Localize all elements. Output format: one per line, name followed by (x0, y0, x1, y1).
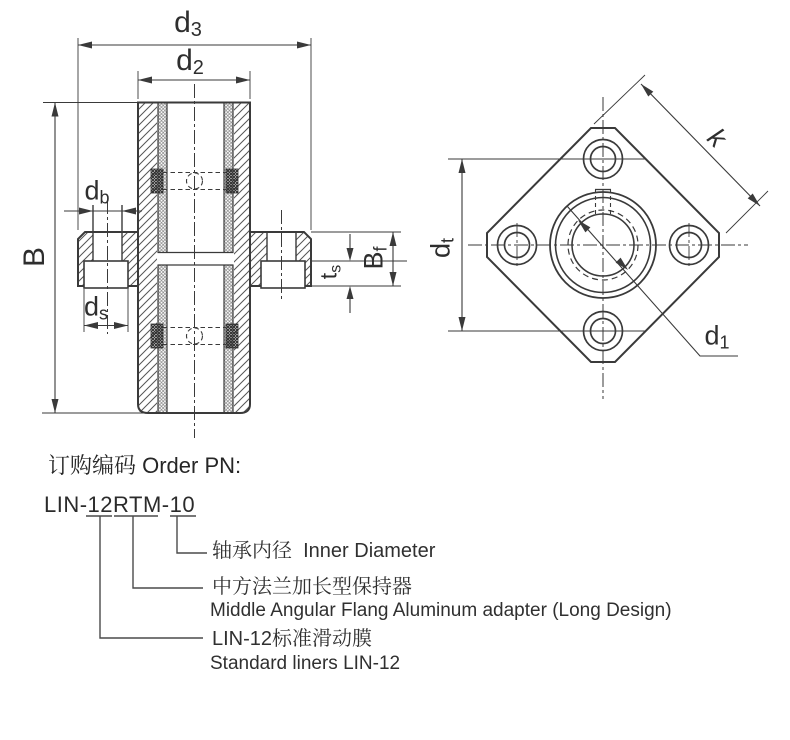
dim-label-d1: d1 (704, 320, 730, 353)
dim-label-d3: d3 (174, 6, 202, 41)
dim-label-Bf: Bf (358, 246, 391, 270)
dim-label-ds: ds (83, 291, 109, 324)
dim-label-B: B (18, 246, 51, 268)
dim-label-k: k (701, 122, 733, 154)
callout-adapter-en: Middle Angular Flang Aluminum adapter (Long Design) (210, 600, 672, 621)
dim-label-dt: dt (425, 237, 458, 259)
front-section-view (42, 38, 407, 438)
dim-label-db: db (84, 175, 110, 208)
order-code: LIN-12RTM-10 (44, 492, 196, 517)
dim-label-ts: ts (315, 264, 345, 280)
callout-liners-cn: LIN-12标准滑动膜 (212, 628, 373, 650)
order-callout-lines (86, 516, 207, 638)
dim-label-d2: d2 (176, 44, 204, 79)
callout-adapter-cn: 中方法兰加长型保持器 (212, 576, 412, 598)
callout-liners-en: Standard liners LIN-12 (210, 653, 401, 674)
order-heading: 订购编码 Order PN: (48, 453, 242, 478)
callout-inner-diameter: 轴承内径 Inner Diameter (212, 540, 436, 562)
